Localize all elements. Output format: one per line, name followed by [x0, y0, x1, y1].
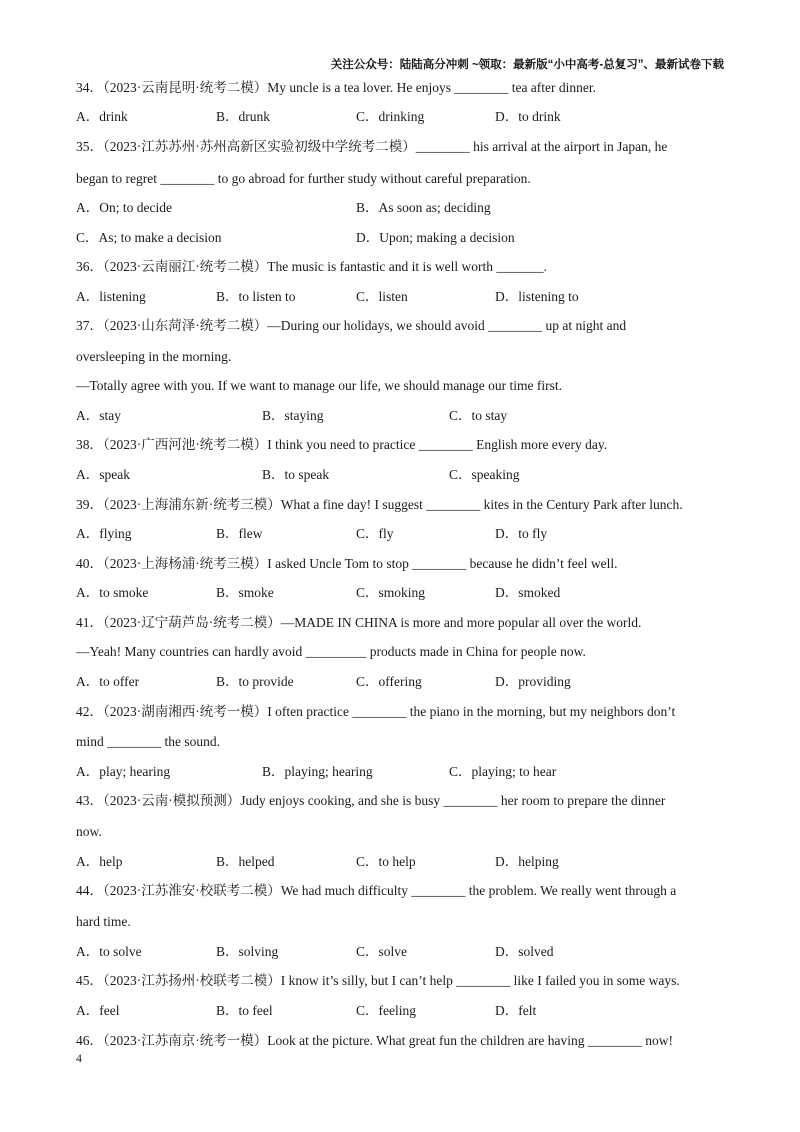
question-stem-continued: oversleeping in the morning. — [76, 349, 232, 364]
question-source: （2023·湖南湘西·统考一模） — [103, 704, 268, 719]
question-number: 44． — [76, 883, 103, 898]
options-row — [76, 943, 724, 960]
options-row — [76, 466, 724, 483]
question-stem-continued: now. — [76, 824, 102, 839]
option-d: D．providing — [495, 674, 571, 689]
options-row — [76, 584, 724, 601]
option-d: D．solved — [495, 944, 554, 959]
options-row — [76, 288, 724, 305]
option-b: B．As soon as; deciding — [356, 200, 491, 215]
option-c: C．feeling — [356, 1003, 416, 1018]
question-number: 37． — [76, 318, 103, 333]
question-stem: ________ his arrival at the airport in Japan, he — [415, 139, 668, 154]
option-c: C．smoking — [356, 585, 426, 600]
options-row — [76, 407, 724, 424]
option-b: B．staying — [262, 408, 324, 423]
question-stem: I asked Uncle Tom to stop ________ because he didn’t feel well. — [267, 556, 618, 571]
question-number: 35． — [76, 139, 103, 154]
option-a: A．flying — [76, 526, 132, 541]
question-stem: I think you need to practice ________ English more every day. — [267, 437, 608, 452]
option-d: D．to fly — [495, 526, 548, 541]
question-source: （2023·云南昆明·统考二模） — [103, 80, 268, 95]
question-source: （2023·江苏淮安·校联考二模） — [103, 883, 281, 898]
question-line — [76, 317, 626, 334]
option-c: C．fly — [356, 526, 394, 541]
question-number: 36． — [76, 259, 103, 274]
option-c: C．listen — [356, 289, 408, 304]
option-c: C．solve — [356, 944, 408, 959]
question-line — [76, 1032, 673, 1049]
question-stem: I often practice ________ the piano in the morning, but my neighbors don’t — [267, 704, 676, 719]
option-a: A．play; hearing — [76, 764, 171, 779]
option-a: A．to offer — [76, 674, 140, 689]
options-row — [76, 199, 724, 216]
question-stem: What a fine day! I suggest ________ kites in the Century Park after lunch. — [280, 497, 683, 512]
options-row — [76, 763, 724, 780]
question-number: 39． — [76, 497, 103, 512]
option-b: B．to speak — [262, 467, 330, 482]
question-number: 38． — [76, 437, 103, 452]
question-source: （2023·江苏南京·统考一模） — [103, 1033, 268, 1048]
page-number: 4 — [76, 1051, 82, 1065]
option-a: A．help — [76, 854, 123, 869]
question-stem: We had much difficulty ________ the problem. We really went through a — [280, 883, 677, 898]
question-line — [76, 138, 667, 155]
question-source: （2023·江苏苏州·苏州高新区实验初级中学统考二模） — [103, 139, 416, 154]
question-stem-continued: hard time. — [76, 914, 131, 929]
question-stem: Judy enjoys cooking, and she is busy ________ her room to prepare the dinner — [240, 793, 666, 808]
question-line — [76, 703, 675, 720]
option-b: B．to listen to — [216, 289, 296, 304]
question-source: （2023·上海杨浦·统考三模） — [103, 556, 268, 571]
question-stem: —MADE IN CHINA is more and more popular all over the world. — [280, 615, 642, 630]
question-stem: —During our holidays, we should avoid ________ up at night and — [267, 318, 627, 333]
option-a: A．drink — [76, 109, 128, 124]
question-source: （2023·云南丽江·统考二模） — [103, 259, 268, 274]
question-line — [76, 792, 665, 809]
question-source: （2023·上海浦东新·统考三模） — [103, 497, 281, 512]
option-c: C．offering — [356, 674, 422, 689]
option-a: A．listening — [76, 289, 146, 304]
option-a: A．speak — [76, 467, 130, 482]
option-c: C．to help — [356, 854, 416, 869]
question-stem-continued: —Totally agree with you. If we want to manage our life, we should manage our time first. — [76, 378, 563, 393]
option-a: A．feel — [76, 1003, 120, 1018]
option-b: B．playing; hearing — [262, 764, 373, 779]
question-number: 34． — [76, 80, 103, 95]
question-source: （2023·山东菏泽·统考二模） — [103, 318, 268, 333]
option-a: A．stay — [76, 408, 121, 423]
option-b: B．flew — [216, 526, 263, 541]
option-d: D．to drink — [495, 109, 561, 124]
option-d: D．listening to — [495, 289, 579, 304]
question-number: 42． — [76, 704, 103, 719]
question-line — [76, 555, 617, 572]
question-line — [76, 614, 641, 631]
question-line — [76, 882, 676, 899]
question-stem-continued: began to regret ________ to go abroad for further study without careful preparation. — [76, 171, 531, 186]
option-c: C．speaking — [449, 467, 520, 482]
option-c: C．to stay — [449, 408, 508, 423]
question-line — [76, 972, 680, 989]
option-d: D．helping — [495, 854, 559, 869]
options-row — [76, 853, 724, 870]
question-stem-continued: mind ________ the sound. — [76, 734, 220, 749]
option-d: D．Upon; making a decision — [356, 230, 515, 245]
question-number: 46． — [76, 1033, 103, 1048]
option-c: C．As; to make a decision — [76, 230, 222, 245]
options-row — [76, 525, 724, 542]
promo-header: 关注公众号：陆陆高分冲刺 ~领取：最新版“小中高考-总复习”、最新试卷下载 — [330, 59, 724, 71]
question-stem: The music is fantastic and it is well worth _______. — [267, 259, 547, 274]
question-line — [76, 79, 596, 96]
option-b: B．to provide — [216, 674, 294, 689]
question-line — [76, 436, 607, 453]
option-a: A．On; to decide — [76, 200, 172, 215]
option-b: B．to feel — [216, 1003, 273, 1018]
options-row — [76, 108, 724, 125]
question-source: （2023·辽宁葫芦岛·统考二模） — [103, 615, 281, 630]
option-d: D．felt — [495, 1003, 537, 1018]
option-a: A．to solve — [76, 944, 142, 959]
question-number: 41． — [76, 615, 103, 630]
question-stem: I know it’s silly, but I can’t help ________ like I failed you in some ways. — [280, 973, 680, 988]
option-d: D．smoked — [495, 585, 561, 600]
option-c: C．playing; to hear — [449, 764, 557, 779]
options-row — [76, 229, 724, 246]
question-stem: Look at the picture. What great fun the children are having ________ now! — [267, 1033, 673, 1048]
question-number: 40． — [76, 556, 103, 571]
options-row — [76, 1002, 724, 1019]
question-source: （2023·云南·模拟预测） — [103, 793, 241, 808]
question-stem: My uncle is a tea lover. He enjoys ________ tea after dinner. — [267, 80, 597, 95]
option-b: B．helped — [216, 854, 275, 869]
question-number: 43． — [76, 793, 103, 808]
question-line — [76, 496, 683, 513]
option-c: C．drinking — [356, 109, 425, 124]
option-b: B．smoke — [216, 585, 274, 600]
question-stem-continued: —Yeah! Many countries can hardly avoid _________ products made in China for people now. — [76, 644, 586, 659]
option-a: A．to smoke — [76, 585, 149, 600]
question-number: 45． — [76, 973, 103, 988]
question-line — [76, 258, 547, 275]
option-b: B．solving — [216, 944, 279, 959]
option-b: B．drunk — [216, 109, 270, 124]
question-source: （2023·江苏扬州·校联考二模） — [103, 973, 281, 988]
options-row — [76, 673, 724, 690]
question-source: （2023·广西河池·统考二模） — [103, 437, 268, 452]
